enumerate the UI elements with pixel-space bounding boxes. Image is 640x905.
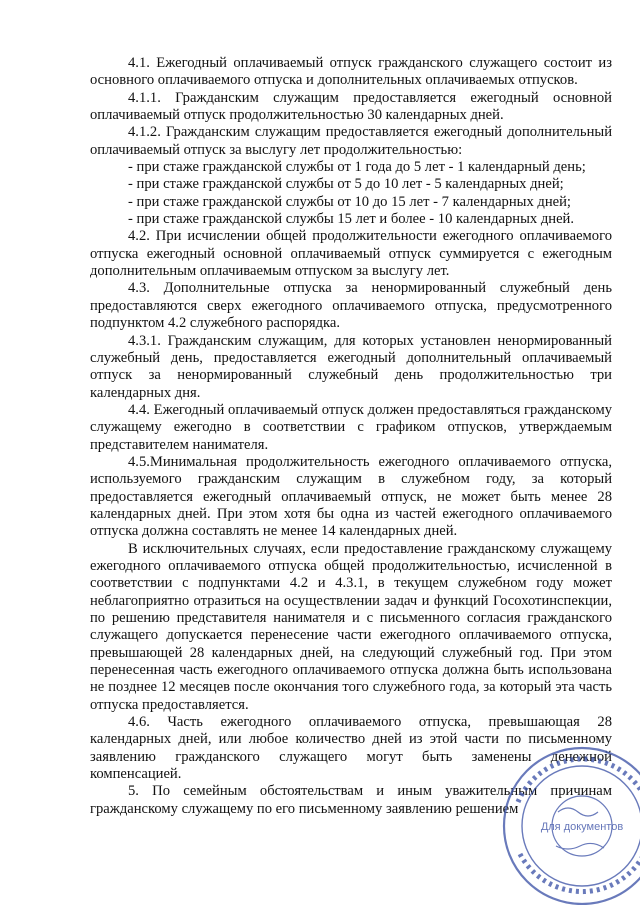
stamp-center-text: Для документов bbox=[540, 821, 624, 833]
document-body bbox=[90, 55, 612, 818]
paragraph: 4.1.1. Гражданским служащим предоставляется ежегодный основной оплачиваемый отпуск продолжительностью 30 календарных дней. bbox=[90, 89, 612, 124]
paragraph: 4.2. При исчислении общей продолжительности ежегодного оплачиваемого отпуска ежегодный основной оплачиваемый отпуск суммируется с ежегодным дополнительным оплачиваемым отпуском за выслугу лет. bbox=[90, 228, 612, 280]
paragraph: 4.6. Часть ежегодного оплачиваемого отпуска, превышающая 28 календарных дней, или любое количество дней из этой части по письменному заявлению гражданского служащего могут быть заменены денежной компенсацией. bbox=[90, 714, 612, 783]
paragraph: 4.5.Минимальная продолжительность ежегодного оплачиваемого отпуска, используемого гражданским служащим в служебном году, за который предоставляется ежегодный оплачиваемый отпуск, не может быть менее 28 календарных дней. При этом хотя бы одна из частей ежегодного оплачиваемого отпуска должна составлять не менее 14 календарных дней. bbox=[90, 453, 612, 540]
list-item: - при стаже гражданской службы от 5 до 10 лет - 5 календарных дней; bbox=[128, 176, 564, 193]
paragraph: 5. По семейным обстоятельствам и иным уважительным причинам гражданскому служащему по его письменному заявлению решением bbox=[90, 783, 612, 817]
paragraph: 4.4. Ежегодный оплачиваемый отпуск должен предоставляться гражданскому служащему ежегодно в соответствии с графиком отпусков, утверждаемым представителем нанимателя. bbox=[90, 401, 612, 453]
stamp-scribble bbox=[556, 843, 604, 849]
list-item: - при стаже гражданской службы от 1 года до 5 лет - 1 календарный день; bbox=[128, 159, 586, 176]
paragraph: В исключительных случаях, если предоставление гражданскому служащему ежегодного оплачиваемого отпуска общей продолжительностью, исчисленной в соответствии с подпунктами 4.2 и 4.3.1, в текущем служебном году может неблагоприятно отразиться на осуществлении задач и функций Госохотинспекции, по решению представителя нанимателя и с письменного согласия гражданского служащего допускается перенесение части ежегодного оплачиваемого отпуска, превышающей 28 календарных дней, на следующий служебный год. При этом перенесенная часть ежегодного оплачиваемого отпуска должна быть использована не позднее 12 месяцев после окончания того служебного года, за который эта часть отпуска предоставляется. bbox=[90, 540, 612, 713]
stamp-ring-lettering bbox=[520, 850, 640, 892]
paragraph: 4.3.1. Гражданским служащим, для которых установлен ненормированный служебный день, предоставляется ежегодный дополнительный оплачиваемый отпуск за ненормированный служебный день продолжительностью три календарных дня. bbox=[90, 332, 612, 401]
paragraph: 4.1.2. Гражданским служащим предоставляется ежегодный дополнительный оплачиваемый отпуск за выслугу лет продолжительностью: bbox=[90, 124, 612, 158]
list-item: - при стаже гражданской службы 15 лет и более - 10 календарных дней. bbox=[128, 211, 574, 228]
paragraph: 4.3. Дополнительные отпуска за ненормированный служебный день предоставляются сверх ежегодного оплачиваемого отпуска, предусмотренного подпунктом 4.2 служебного распорядка. bbox=[90, 280, 612, 332]
paragraph: 4.1. Ежегодный оплачиваемый отпуск гражданского служащего состоит из основного оплачиваемого отпуска и дополнительных оплачиваемых отпусков. bbox=[90, 55, 612, 89]
list-item: - при стаже гражданской службы от 10 до 15 лет - 7 календарных дней; bbox=[128, 193, 571, 210]
